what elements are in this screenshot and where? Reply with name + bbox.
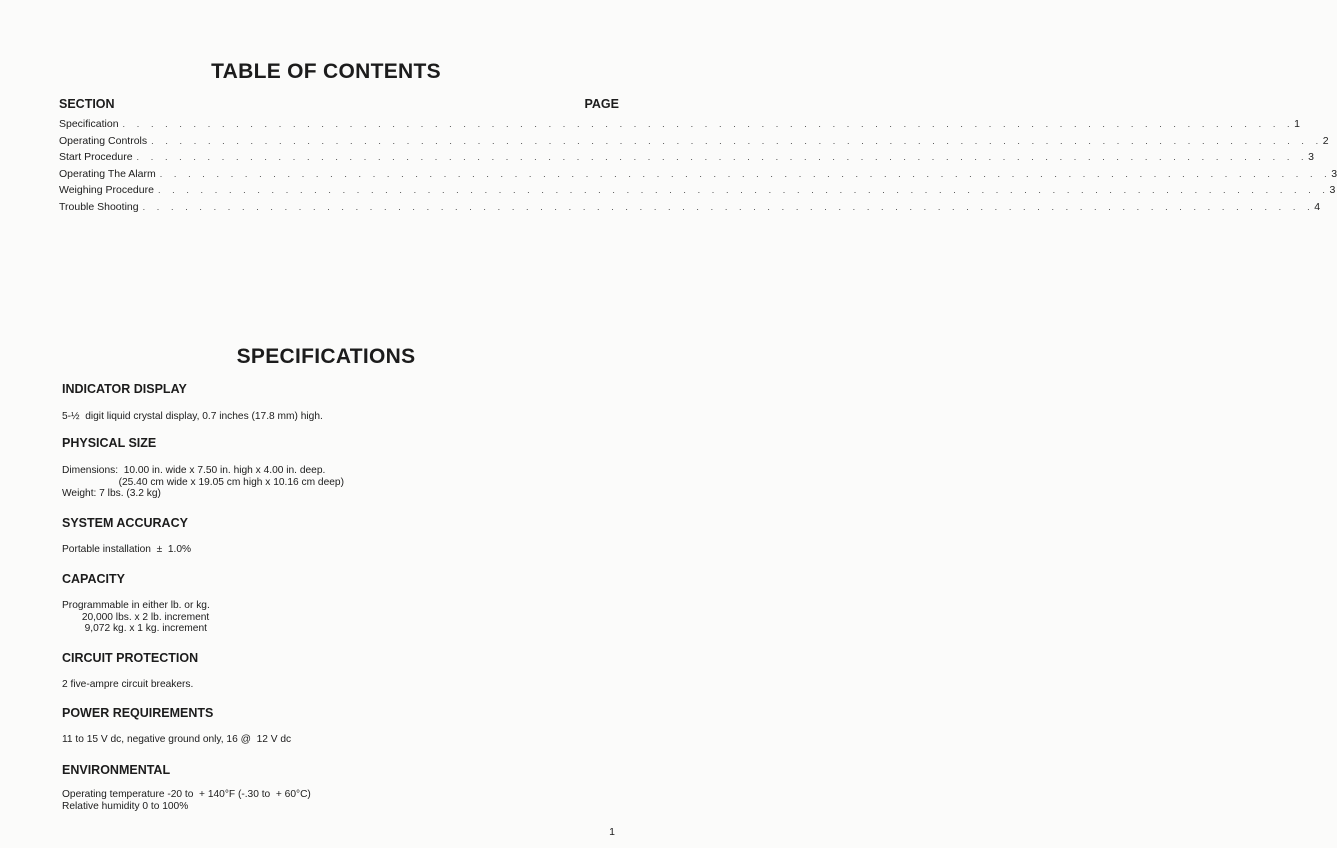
spec-circuit-protection: [62, 651, 582, 691]
toc-leader-dots: . . . . . . . . . . . . . . . . . . . . . . . . . . . . . . . . . . . . . . . . . . . . . . . . . . . . . . . . . . . . . . . . . . . . . . . . . . . . . . . . . . .: [142, 201, 1315, 212]
toc-entry-page: 3: [1329, 184, 1336, 197]
toc-entry: [59, 118, 1300, 135]
spec-environmental: [62, 763, 582, 812]
spec-line: 9,072 kg. x 1 kg. increment: [62, 623, 207, 634]
spec-heading: ENVIRONMENTAL: [62, 763, 171, 777]
specifications-title: SPECIFICATIONS: [236, 345, 416, 368]
toc-entry-label: Operating Controls: [59, 134, 148, 147]
spec-line: (25.40 cm wide x 19.05 cm high x 10.16 cm deep): [62, 476, 344, 488]
toc-entry-label: Specification: [59, 118, 119, 130]
spec-line: Programmable in either lb. or kg.: [62, 600, 210, 611]
toc-entry: [59, 134, 1329, 152]
spec-line: Relative humidity 0 to 100%: [62, 800, 189, 812]
spec-line: 11 to 15 V dc, negative ground only, 16 @ 12 V dc: [62, 734, 292, 745]
spec-heading: INDICATOR DISPLAY: [62, 382, 187, 396]
toc-entry: [59, 151, 1314, 168]
spec-line: 20,000 lbs. x 2 lb. increment: [62, 611, 210, 623]
toc-title: TABLE OF CONTENTS: [211, 60, 441, 83]
spec-power-requirements: [62, 706, 582, 746]
toc-entry-page: 1: [1294, 118, 1300, 130]
spec-line: Dimensions: 10.00 in. wide x 7.50 in. high x 4.00 in. deep.: [62, 465, 326, 476]
toc-leader-dots: . . . . . . . . . . . . . . . . . . . . . . . . . . . . . . . . . . . . . . . . . . . . . . . . . . . . . . . . . . . . . . . . . . . . . . . . . . . . . . . . . . .: [157, 185, 1330, 196]
toc-list: [59, 118, 1337, 218]
toc-leader-dots: . . . . . . . . . . . . . . . . . . . . . . . . . . . . . . . . . . . . . . . . . . . . . . . . . . . . . . . . . . . . . . . . . . . . . . . . . . . . . . . . . . .: [159, 168, 1332, 179]
spec-line: 5-½ digit liquid crystal display, 0.7 inches (17.8 mm) high.: [62, 411, 323, 422]
toc-leader-dots: . . . . . . . . . . . . . . . . . . . . . . . . . . . . . . . . . . . . . . . . . . . . . . . . . . . . . . . . . . . . . . . . . . . . . . . . . . . . . . . . . . .: [136, 152, 1309, 163]
toc-entry: [59, 200, 1321, 218]
toc-entry-page: 3: [1331, 167, 1337, 180]
spec-line: Weight: 7 lbs. (3.2 kg): [62, 488, 161, 499]
spec-indicator-display: [62, 382, 582, 423]
toc-entry-label: Operating The Alarm: [59, 167, 156, 180]
toc-entry: [59, 184, 1336, 201]
spec-system-accuracy: [62, 516, 582, 556]
spec-physical-size: [62, 436, 582, 500]
toc-entry-page: 4: [1314, 200, 1321, 213]
spec-line: Portable installation ± 1.0%: [62, 544, 192, 555]
page-number: 1: [609, 826, 615, 838]
toc-entry-label: Start Procedure: [59, 151, 133, 164]
spec-heading: CIRCUIT PROTECTION: [62, 651, 199, 665]
toc-page-header: PAGE: [584, 97, 619, 111]
spec-heading: SYSTEM ACCURACY: [62, 516, 188, 530]
toc-leader-dots: . . . . . . . . . . . . . . . . . . . . . . . . . . . . . . . . . . . . . . . . . . . . . . . . . . . . . . . . . . . . . . . . . . . . . . . . . . . . . . . . . . .: [122, 119, 1295, 129]
toc-leader-dots: . . . . . . . . . . . . . . . . . . . . . . . . . . . . . . . . . . . . . . . . . . . . . . . . . . . . . . . . . . . . . . . . . . . . . . . . . . . . . . . . . . .: [151, 135, 1323, 146]
toc-entry-page: 3: [1308, 151, 1314, 164]
toc-entry: [59, 167, 1337, 185]
spec-heading: POWER REQUIREMENTS: [62, 706, 214, 720]
spec-capacity: [62, 572, 582, 635]
toc-entry-label: Trouble Shooting: [59, 200, 139, 213]
toc-entry-label: Weighing Procedure: [59, 184, 154, 197]
toc-section-header: SECTION: [59, 97, 115, 111]
spec-heading: CAPACITY: [62, 572, 125, 586]
spec-line: Operating temperature -20 to + 140°F (-.30 to + 60°C): [62, 789, 311, 800]
spec-line: 2 five-ampre circuit breakers.: [62, 679, 194, 690]
toc-entry-page: 2: [1322, 134, 1329, 147]
spec-heading: PHYSICAL SIZE: [62, 436, 157, 450]
